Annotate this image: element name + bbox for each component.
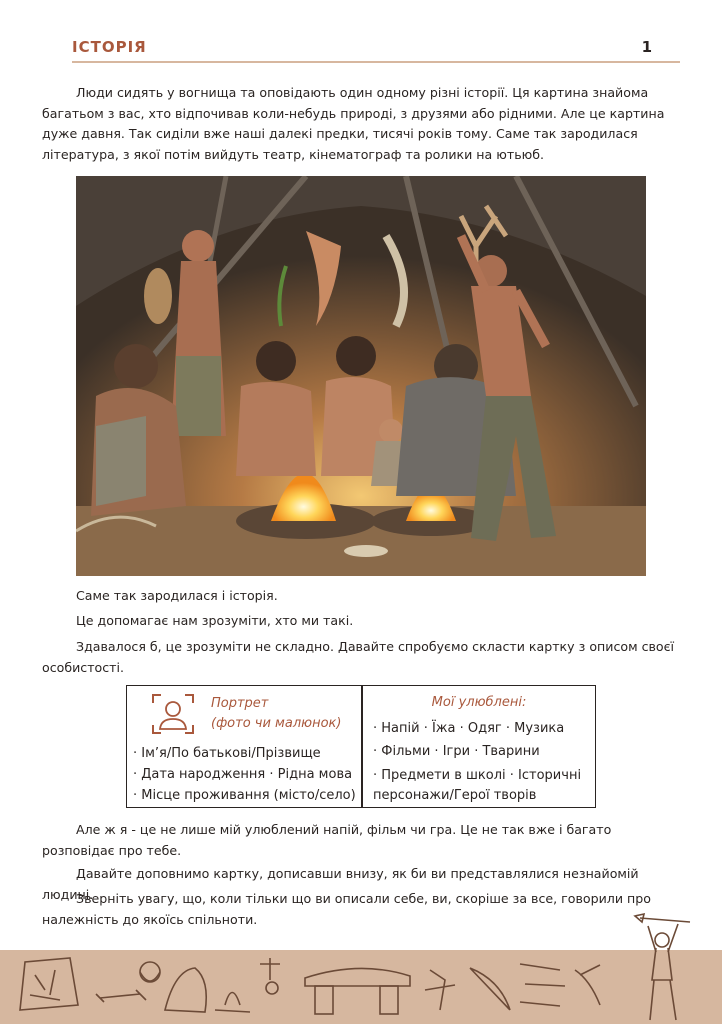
portrait-frame-icon	[149, 691, 197, 737]
card-right-column	[363, 686, 595, 807]
portrait-title: Портрет	[211, 696, 269, 711]
closing-paragraph: Зверніть увагу, що, коли тільки що ви описали себе, ви, скоріше за все, говорили про належність до якоїсь спільноти.	[42, 891, 651, 927]
caveman-spear-icon	[630, 910, 700, 1024]
purpose-line: Це допомагає нам зрозуміти, хто ми такі.	[76, 613, 354, 628]
card-field-birth-language: · Дата народження · Рідна мова	[133, 767, 353, 782]
favorites-line: персонажи/Герої творів	[373, 788, 537, 803]
favorites-line: · Напій · Їжа · Одяг · Музика	[373, 721, 565, 736]
favorites-line: · Фільми · Ігри · Тварини	[373, 744, 540, 759]
prehistoric-artifacts-icon	[0, 950, 722, 1024]
favorites-title: Мої улюблені:	[431, 695, 527, 710]
cave-campfire-illustration	[76, 176, 646, 576]
reflection-paragraph: Але ж я - це не лише мій улюблений напій, фільм чи гра. Це не так вже і багато розповідає про тебе.	[42, 822, 612, 858]
page-number: 1	[641, 38, 652, 56]
header-rule	[72, 61, 680, 63]
card-left-column	[127, 686, 361, 807]
task-paragraph: Здавалося б, це зрозуміти не складно. Давайте спробуємо скласти картку з описом своєї особистості.	[42, 639, 675, 675]
card-field-name: · Ім’я/По батькові/Прізвище	[133, 746, 321, 761]
footer-band	[0, 950, 722, 1024]
cave-scene-icon	[76, 176, 646, 576]
personality-card	[126, 685, 596, 808]
portrait-subtitle: (фото чи малюнок)	[211, 716, 342, 731]
origin-line: Саме так зародилася і історія.	[76, 588, 278, 603]
page-header	[72, 36, 680, 62]
chapter-title: ІСТОРІЯ	[72, 38, 147, 56]
favorites-line: · Предмети в школі · Історичні	[373, 768, 582, 783]
card-field-residence: · Місце проживання (місто/село)	[133, 788, 356, 803]
complete-card-line: Давайте доповнимо картку, дописавши внизу, як би ви представлялися незнайомій людині.	[42, 866, 639, 902]
intro-paragraph: Люди сидять у вогнища та оповідають один одному різні історії. Ця картина знайома багатьом з вас, хто відпочивав коли-небудь природі, з друзями або рідними. Але це картина дуже давня. Так сиділи вже наші далекі предки, тисячі років тому. Саме так зародилася література, з якої потім вийдуть театр, кінематограф та ролики на ютьюб.	[42, 85, 665, 162]
